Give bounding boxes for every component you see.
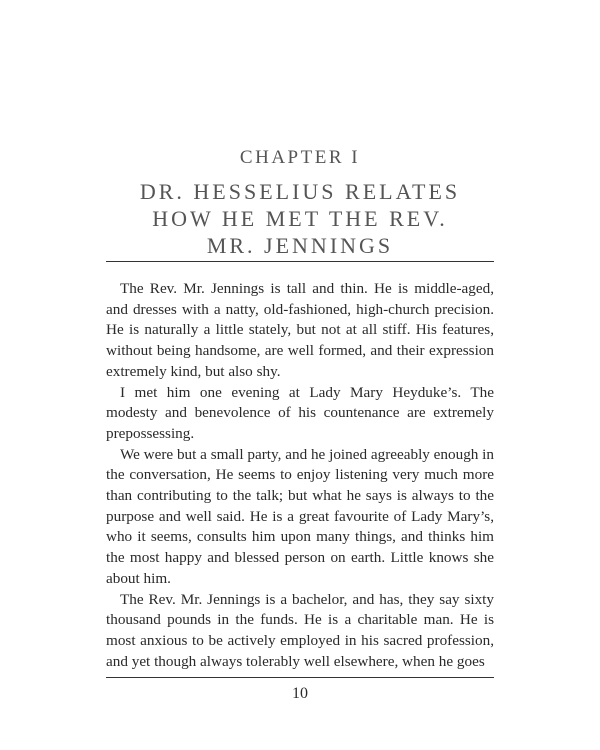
paragraph: The Rev. Mr. Jennings is a bachelor, and has, they say sixty thousand pounds in the funds. He is a charitable man. He is most anxious to be actively employed in his sacred profession, and yet though always tolerably well elsewhere, when he goes: [106, 590, 494, 670]
footer-rule: [106, 677, 494, 678]
chapter-title-line: DR. HESSELIUS RELATES: [139, 179, 461, 204]
paragraph: I met him one evening at Lady Mary Heyduke’s. The modesty and benevolence of his countenance are extremely prepossessing.: [106, 383, 494, 442]
chapter-title-line: HOW HE MET THE REV.: [152, 206, 448, 231]
paragraph: The Rev. Mr. Jennings is tall and thin. He is middle-aged, and dresses with a natty, old-fashioned, high-church precision. He is naturally a little stately, but not at all stiff. His features, without being handsome, are well formed, and their expression extremely kind, but also shy.: [106, 280, 494, 380]
chapter-title: [0, 178, 600, 259]
chapter-title-line: MR. JENNINGS: [206, 233, 394, 258]
header-rule: [106, 261, 494, 262]
chapter-label: CHAPTER I: [239, 147, 361, 168]
page-number: 10: [292, 685, 308, 702]
paragraph: We were but a small party, and he joined agreeably enough in the conversation, He seems to enjoy listening very much more than contributing to the talk; but what he says is always to the purpose and well said. He is a great favourite of Lady Mary’s, who it seems, consults him upon many things, and thinks him the most happy and blessed person on earth. Little knows she about him.: [106, 445, 494, 587]
body-text: [106, 279, 494, 672]
